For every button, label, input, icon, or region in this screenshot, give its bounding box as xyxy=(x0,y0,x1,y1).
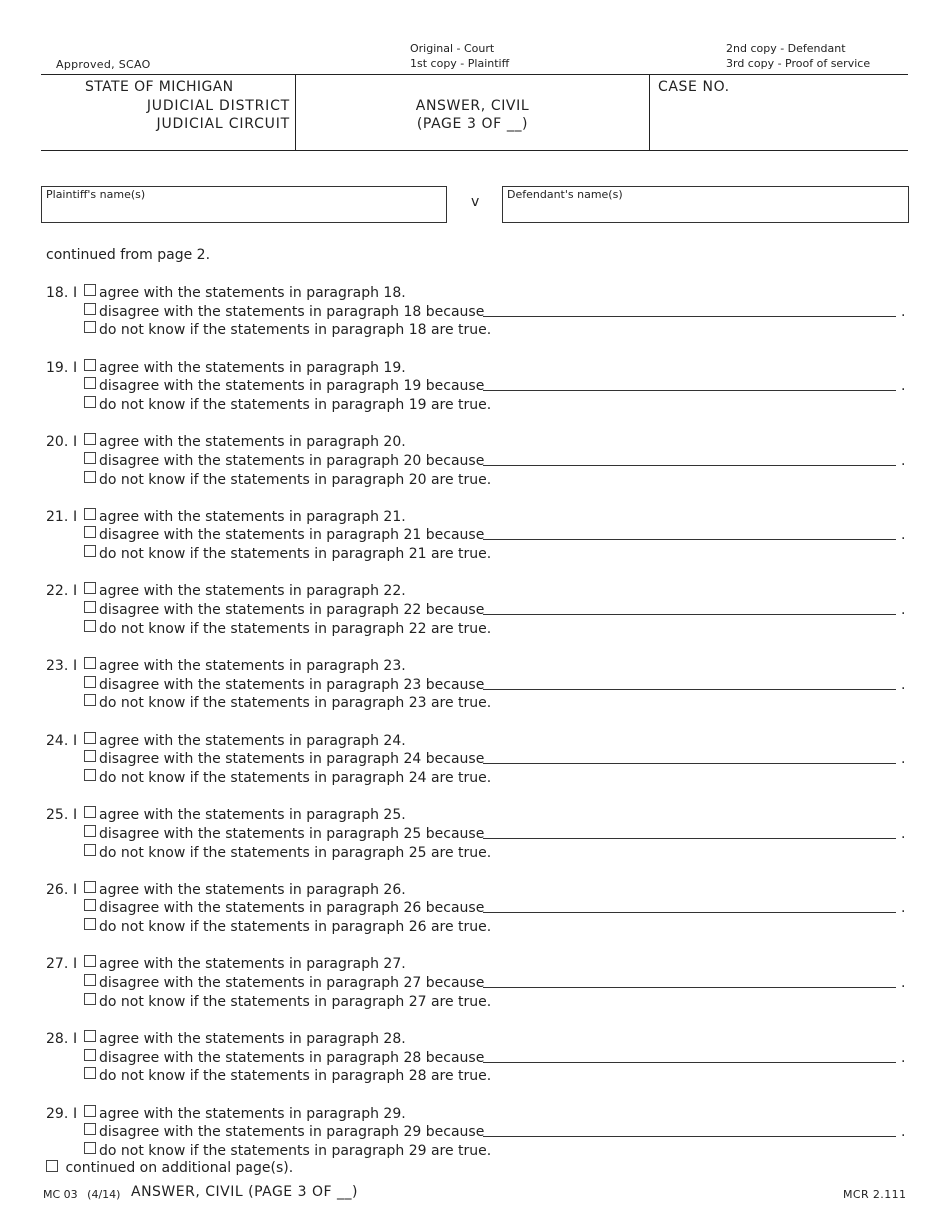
disagree-line xyxy=(46,526,916,545)
disagree-label: disagree with the statements in paragraph 25 because xyxy=(99,825,485,842)
paragraph-i: I xyxy=(73,285,78,301)
court-district: JUDICIAL DISTRICT xyxy=(146,98,290,114)
agree-line xyxy=(46,732,916,751)
disagree-checkbox[interactable] xyxy=(84,899,96,911)
unknown-label: do not know if the statements in paragraph 25 are true. xyxy=(99,844,492,861)
agree-label: agree with the statements in paragraph 19. xyxy=(99,359,406,376)
agree-label: agree with the statements in paragraph 26. xyxy=(99,881,406,898)
disagree-checkbox[interactable] xyxy=(84,526,96,538)
unknown-checkbox[interactable] xyxy=(84,545,96,557)
disagree-label: disagree with the statements in paragraph 19 because xyxy=(99,378,485,395)
paragraph-block xyxy=(46,955,916,1011)
unknown-checkbox[interactable] xyxy=(84,844,96,856)
period: . xyxy=(901,825,906,842)
agree-checkbox[interactable] xyxy=(84,508,96,520)
agree-checkbox[interactable] xyxy=(84,284,96,296)
unknown-checkbox[interactable] xyxy=(84,620,96,632)
unknown-label: do not know if the statements in paragraph 28 are true. xyxy=(99,1068,492,1085)
paragraph-i: I xyxy=(73,583,78,600)
copy-distribution-right xyxy=(726,41,870,71)
disagree-checkbox[interactable] xyxy=(84,452,96,464)
paragraph-number: 19. xyxy=(46,359,69,376)
agree-line xyxy=(46,806,916,825)
paragraph-block xyxy=(46,881,916,937)
copy-original: Original - Court xyxy=(410,42,495,55)
unknown-label: do not know if the statements in paragraph 23 are true. xyxy=(99,695,492,712)
unknown-line xyxy=(46,321,916,340)
unknown-label: do not know if the statements in paragraph 19 are true. xyxy=(99,396,492,413)
period: . xyxy=(901,751,906,768)
disagree-label: disagree with the statements in paragraph 24 because xyxy=(99,751,485,768)
agree-line xyxy=(46,508,916,527)
copy-distribution-left xyxy=(410,41,509,71)
unknown-label: do not know if the statements in paragraph 26 are true. xyxy=(99,919,492,936)
agree-line xyxy=(46,657,916,676)
case-no-label: CASE NO. xyxy=(658,79,730,95)
unknown-line xyxy=(46,545,916,564)
disagree-label: disagree with the statements in paragraph 23 because xyxy=(99,676,485,693)
versus: v xyxy=(471,194,480,210)
disagree-label: disagree with the statements in paragraph 29 because xyxy=(99,1124,485,1141)
disagree-line xyxy=(46,377,916,396)
agree-line xyxy=(46,359,916,378)
form-revision: (4/14) xyxy=(87,1188,121,1201)
agree-checkbox[interactable] xyxy=(84,1105,96,1117)
disagree-reason-line[interactable] xyxy=(483,838,896,839)
period: . xyxy=(901,1049,906,1066)
unknown-line xyxy=(46,993,916,1012)
disagree-reason-line[interactable] xyxy=(483,689,896,690)
paragraph-i: I xyxy=(73,658,78,674)
unknown-line xyxy=(46,694,916,713)
agree-line xyxy=(46,433,916,452)
disagree-label: disagree with the statements in paragraph 21 because xyxy=(99,527,485,544)
footer-rule: MCR 2.111 xyxy=(843,1188,907,1201)
disagree-line xyxy=(46,676,916,695)
disagree-line xyxy=(46,1049,916,1068)
agree-line xyxy=(46,284,916,303)
paragraph-number: 28. xyxy=(46,1031,69,1047)
disagree-label: disagree with the statements in paragraph 18 because xyxy=(99,303,485,320)
paragraph-number: 23. xyxy=(46,658,69,674)
form-page: (PAGE 3 OF __) xyxy=(416,116,529,132)
unknown-line xyxy=(46,918,916,937)
agree-checkbox[interactable] xyxy=(84,955,96,967)
unknown-label: do not know if the statements in paragraph 20 are true. xyxy=(99,471,492,488)
unknown-line xyxy=(46,471,916,490)
disagree-line xyxy=(46,303,916,322)
unknown-line xyxy=(46,1142,916,1161)
unknown-checkbox[interactable] xyxy=(84,1142,96,1154)
footer-title: ANSWER, CIVIL (PAGE 3 OF __) xyxy=(131,1184,358,1200)
paragraph-i: I xyxy=(73,807,78,824)
period: . xyxy=(901,452,906,469)
paragraph-i: I xyxy=(73,508,78,525)
disagree-reason-line[interactable] xyxy=(483,1136,896,1137)
disagree-checkbox[interactable] xyxy=(84,750,96,762)
unknown-checkbox[interactable] xyxy=(84,918,96,930)
disagree-checkbox[interactable] xyxy=(84,377,96,389)
paragraph-number: 22. xyxy=(46,583,69,600)
agree-checkbox[interactable] xyxy=(84,433,96,445)
agree-checkbox[interactable] xyxy=(84,881,96,893)
disagree-checkbox[interactable] xyxy=(84,974,96,986)
unknown-checkbox[interactable] xyxy=(84,1067,96,1079)
disagree-line xyxy=(46,601,916,620)
paragraph-number: 27. xyxy=(46,956,69,973)
period: . xyxy=(901,303,906,320)
disagree-reason-line[interactable] xyxy=(483,539,896,540)
paragraph-i: I xyxy=(73,1105,78,1122)
agree-line xyxy=(46,955,916,974)
unknown-label: do not know if the statements in paragraph 22 are true. xyxy=(99,620,492,637)
period: . xyxy=(901,527,906,544)
disagree-reason-line[interactable] xyxy=(483,987,896,988)
paragraph-number: 18. xyxy=(46,285,69,301)
paragraph-block xyxy=(46,1030,916,1086)
defendant-label: Defendant's name(s) xyxy=(507,188,623,201)
unknown-line xyxy=(46,620,916,639)
form-title-block xyxy=(296,97,649,133)
paragraph-i: I xyxy=(73,359,78,376)
header-top-rule xyxy=(41,74,908,75)
court-state: STATE OF MICHIGAN xyxy=(85,79,234,95)
agree-label: agree with the statements in paragraph 29. xyxy=(99,1105,406,1122)
agree-checkbox[interactable] xyxy=(84,732,96,744)
period: . xyxy=(901,975,906,992)
disagree-line xyxy=(46,1123,916,1142)
unknown-line xyxy=(46,1067,916,1086)
approved-label: Approved, SCAO xyxy=(56,58,151,71)
footer-form-id xyxy=(43,1188,120,1201)
disagree-checkbox[interactable] xyxy=(84,601,96,613)
agree-label: agree with the statements in paragraph 28. xyxy=(99,1031,406,1047)
disagree-checkbox[interactable] xyxy=(84,1123,96,1135)
unknown-line xyxy=(46,396,916,415)
disagree-line xyxy=(46,899,916,918)
disagree-reason-line[interactable] xyxy=(483,614,896,615)
disagree-label: disagree with the statements in paragraph 26 because xyxy=(99,900,485,917)
defendant-name-field[interactable] xyxy=(502,186,909,223)
paragraph-block xyxy=(46,359,916,415)
agree-checkbox[interactable] xyxy=(84,657,96,669)
paragraph-block xyxy=(46,433,916,489)
continued-additional-label: continued on additional page(s). xyxy=(65,1160,294,1176)
form-id: MC 03 xyxy=(43,1188,78,1201)
copy-first: 1st copy - Plaintiff xyxy=(410,57,510,70)
paragraph-block xyxy=(46,1105,916,1161)
plaintiff-label: Plaintiff's name(s) xyxy=(46,188,146,201)
agree-label: agree with the statements in paragraph 24. xyxy=(99,732,406,749)
paragraph-number: 29. xyxy=(46,1105,69,1122)
paragraph-i: I xyxy=(73,881,78,898)
disagree-label: disagree with the statements in paragraph 28 because xyxy=(99,1049,485,1066)
period: . xyxy=(901,1124,906,1141)
agree-line xyxy=(46,582,916,601)
agree-label: agree with the statements in paragraph 20. xyxy=(99,434,406,451)
paragraph-block xyxy=(46,582,916,638)
paragraph-number: 26. xyxy=(46,881,69,898)
agree-checkbox[interactable] xyxy=(84,1030,96,1042)
unknown-checkbox[interactable] xyxy=(84,396,96,408)
disagree-reason-line[interactable] xyxy=(483,390,896,391)
disagree-line xyxy=(46,452,916,471)
agree-checkbox[interactable] xyxy=(84,806,96,818)
continued-additional-row xyxy=(46,1160,293,1176)
header-bottom-rule xyxy=(41,150,908,151)
court-circuit: JUDICIAL CIRCUIT xyxy=(156,116,290,132)
agree-line xyxy=(46,1030,916,1049)
unknown-checkbox[interactable] xyxy=(84,694,96,706)
agree-label: agree with the statements in paragraph 27. xyxy=(99,956,406,973)
disagree-line xyxy=(46,974,916,993)
disagree-checkbox[interactable] xyxy=(84,825,96,837)
disagree-label: disagree with the statements in paragraph 27 because xyxy=(99,975,485,992)
disagree-checkbox[interactable] xyxy=(84,303,96,315)
agree-label: agree with the statements in paragraph 25. xyxy=(99,807,406,824)
unknown-checkbox[interactable] xyxy=(84,471,96,483)
agree-line xyxy=(46,1105,916,1124)
unknown-label: do not know if the statements in paragraph 24 are true. xyxy=(99,769,492,786)
agree-label: agree with the statements in paragraph 23. xyxy=(99,658,406,674)
paragraph-i: I xyxy=(73,732,78,749)
paragraph-block xyxy=(46,508,916,564)
period: . xyxy=(901,602,906,619)
disagree-line xyxy=(46,825,916,844)
continued-additional-checkbox[interactable] xyxy=(46,1160,58,1172)
disagree-label: disagree with the statements in paragraph 20 because xyxy=(99,452,485,469)
paragraph-number: 21. xyxy=(46,508,69,525)
paragraph-i: I xyxy=(73,434,78,451)
paragraph-block xyxy=(46,806,916,862)
form-title: ANSWER, CIVIL xyxy=(415,98,530,114)
disagree-reason-line[interactable] xyxy=(483,763,896,764)
paragraph-i: I xyxy=(73,956,78,973)
agree-checkbox[interactable] xyxy=(84,582,96,594)
paragraph-number: 25. xyxy=(46,807,69,824)
paragraph-block xyxy=(46,657,916,713)
disagree-checkbox[interactable] xyxy=(84,676,96,688)
continued-from: continued from page 2. xyxy=(46,247,211,263)
disagree-reason-line[interactable] xyxy=(483,316,896,317)
unknown-label: do not know if the statements in paragraph 18 are true. xyxy=(99,322,492,339)
disagree-reason-line[interactable] xyxy=(483,1062,896,1063)
header-divider-2 xyxy=(649,75,650,151)
unknown-checkbox[interactable] xyxy=(84,769,96,781)
unknown-label: do not know if the statements in paragraph 29 are true. xyxy=(99,1142,492,1159)
agree-label: agree with the statements in paragraph 18. xyxy=(99,285,406,301)
copy-second: 2nd copy - Defendant xyxy=(726,42,846,55)
paragraph-number: 24. xyxy=(46,732,69,749)
period: . xyxy=(901,676,906,693)
disagree-checkbox[interactable] xyxy=(84,1049,96,1061)
unknown-checkbox[interactable] xyxy=(84,321,96,333)
unknown-line xyxy=(46,844,916,863)
unknown-label: do not know if the statements in paragraph 21 are true. xyxy=(99,546,492,563)
unknown-checkbox[interactable] xyxy=(84,993,96,1005)
disagree-reason-line[interactable] xyxy=(483,912,896,913)
period: . xyxy=(901,900,906,917)
unknown-line xyxy=(46,769,916,788)
paragraph-block xyxy=(46,284,916,340)
disagree-reason-line[interactable] xyxy=(483,465,896,466)
paragraph-number: 20. xyxy=(46,434,69,451)
paragraph-i: I xyxy=(73,1031,78,1047)
agree-label: agree with the statements in paragraph 21. xyxy=(99,508,406,525)
agree-line xyxy=(46,881,916,900)
period: . xyxy=(901,378,906,395)
disagree-label: disagree with the statements in paragraph 22 because xyxy=(99,602,485,619)
copy-third: 3rd copy - Proof of service xyxy=(726,57,871,70)
agree-checkbox[interactable] xyxy=(84,359,96,371)
plaintiff-name-field[interactable] xyxy=(41,186,447,223)
unknown-label: do not know if the statements in paragraph 27 are true. xyxy=(99,993,492,1010)
agree-label: agree with the statements in paragraph 22. xyxy=(99,583,406,600)
paragraph-block xyxy=(46,732,916,788)
disagree-line xyxy=(46,750,916,769)
